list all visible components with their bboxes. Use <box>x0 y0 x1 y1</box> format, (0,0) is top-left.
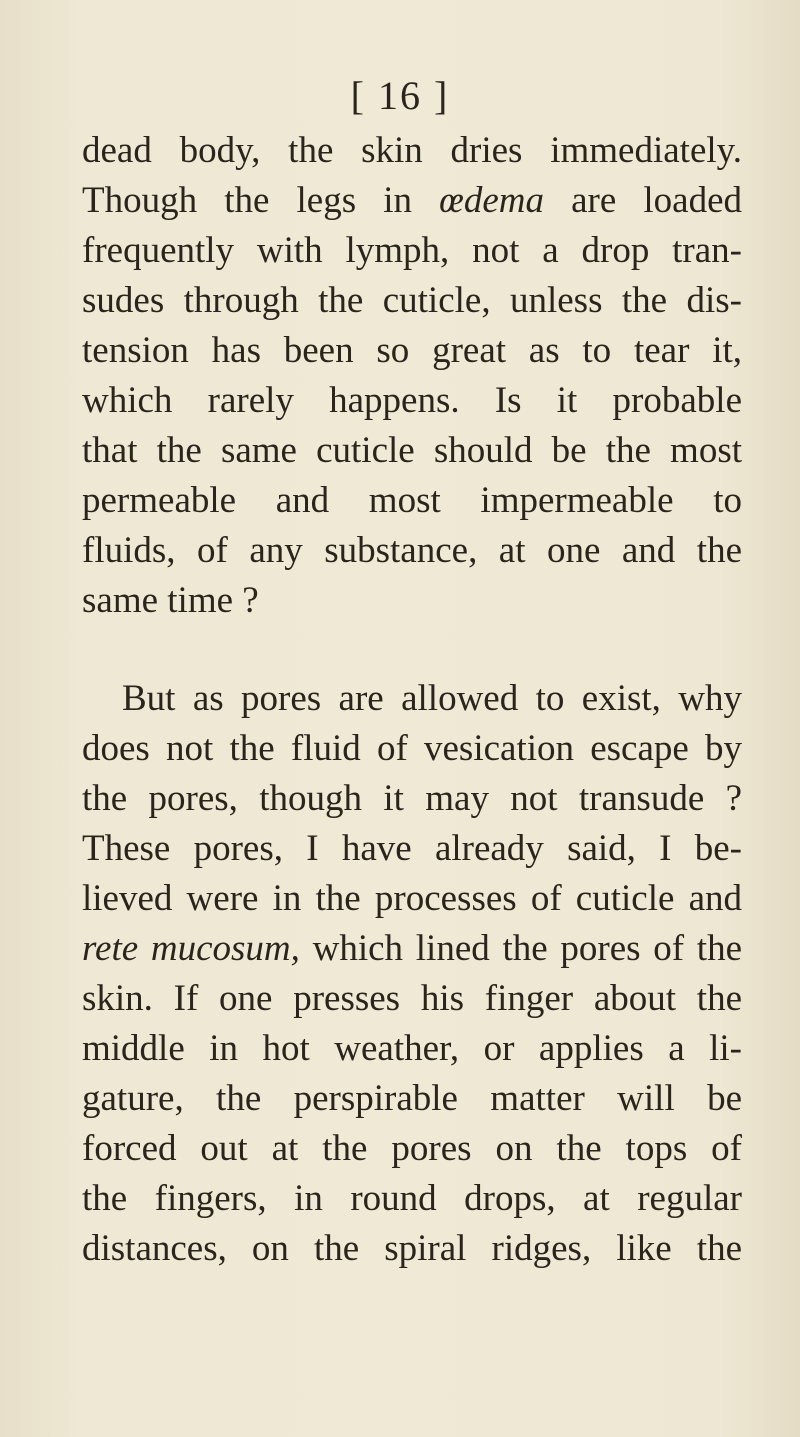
text-segment: which lined the pores of the <box>299 928 742 969</box>
italic-term: œdema <box>439 180 544 221</box>
paragraph-1 <box>82 126 742 626</box>
text-line: fluids, of any substance, at one and the <box>82 530 742 571</box>
text-line: distances, on the spiral ridges, like the <box>82 1228 742 1269</box>
paragraph-gap <box>82 626 742 674</box>
paragraph-2 <box>82 674 742 1274</box>
text-line: does not the fluid of vesication escape by <box>82 728 742 769</box>
text-line: the pores, though it may not transude ? <box>82 778 742 819</box>
text-line: lieved were in the processes of cuticle and <box>82 878 742 919</box>
text-line: These pores, I have already said, I be- <box>82 828 742 869</box>
text-segment: are loaded <box>543 180 743 221</box>
page-number: [ 16 ] <box>350 73 450 118</box>
text-line: sudes through the cuticle, unless the dis- <box>82 280 742 321</box>
text-line: tension has been so great as to tear it, <box>82 330 742 371</box>
text-line: dead body, the skin dries immediately. <box>82 130 742 171</box>
text-line: the fingers, in round drops, at regular <box>82 1178 742 1219</box>
text-line: that the same cuticle should be the most <box>82 430 742 471</box>
text-line: same time ? <box>82 580 259 621</box>
text-line: permeable and most impermeable to <box>82 480 742 521</box>
text-line: But as pores are allowed to exist, why <box>122 678 742 719</box>
italic-term: rete mucosum, <box>82 928 300 969</box>
text-line: gature, the perspirable matter will be <box>82 1078 742 1119</box>
page-body <box>82 126 742 1274</box>
text-line: frequently with lymph, not a drop tran- <box>82 230 742 271</box>
text-line: which rarely happens. Is it probable <box>82 380 742 421</box>
text-line: middle in hot weather, or applies a li- <box>82 1028 742 1069</box>
text-line <box>82 176 742 226</box>
text-segment: Though the legs in <box>82 180 440 221</box>
text-line: skin. If one presses his finger about the <box>82 978 742 1019</box>
text-line: forced out at the pores on the tops of <box>82 1128 742 1169</box>
text-line <box>82 924 742 974</box>
